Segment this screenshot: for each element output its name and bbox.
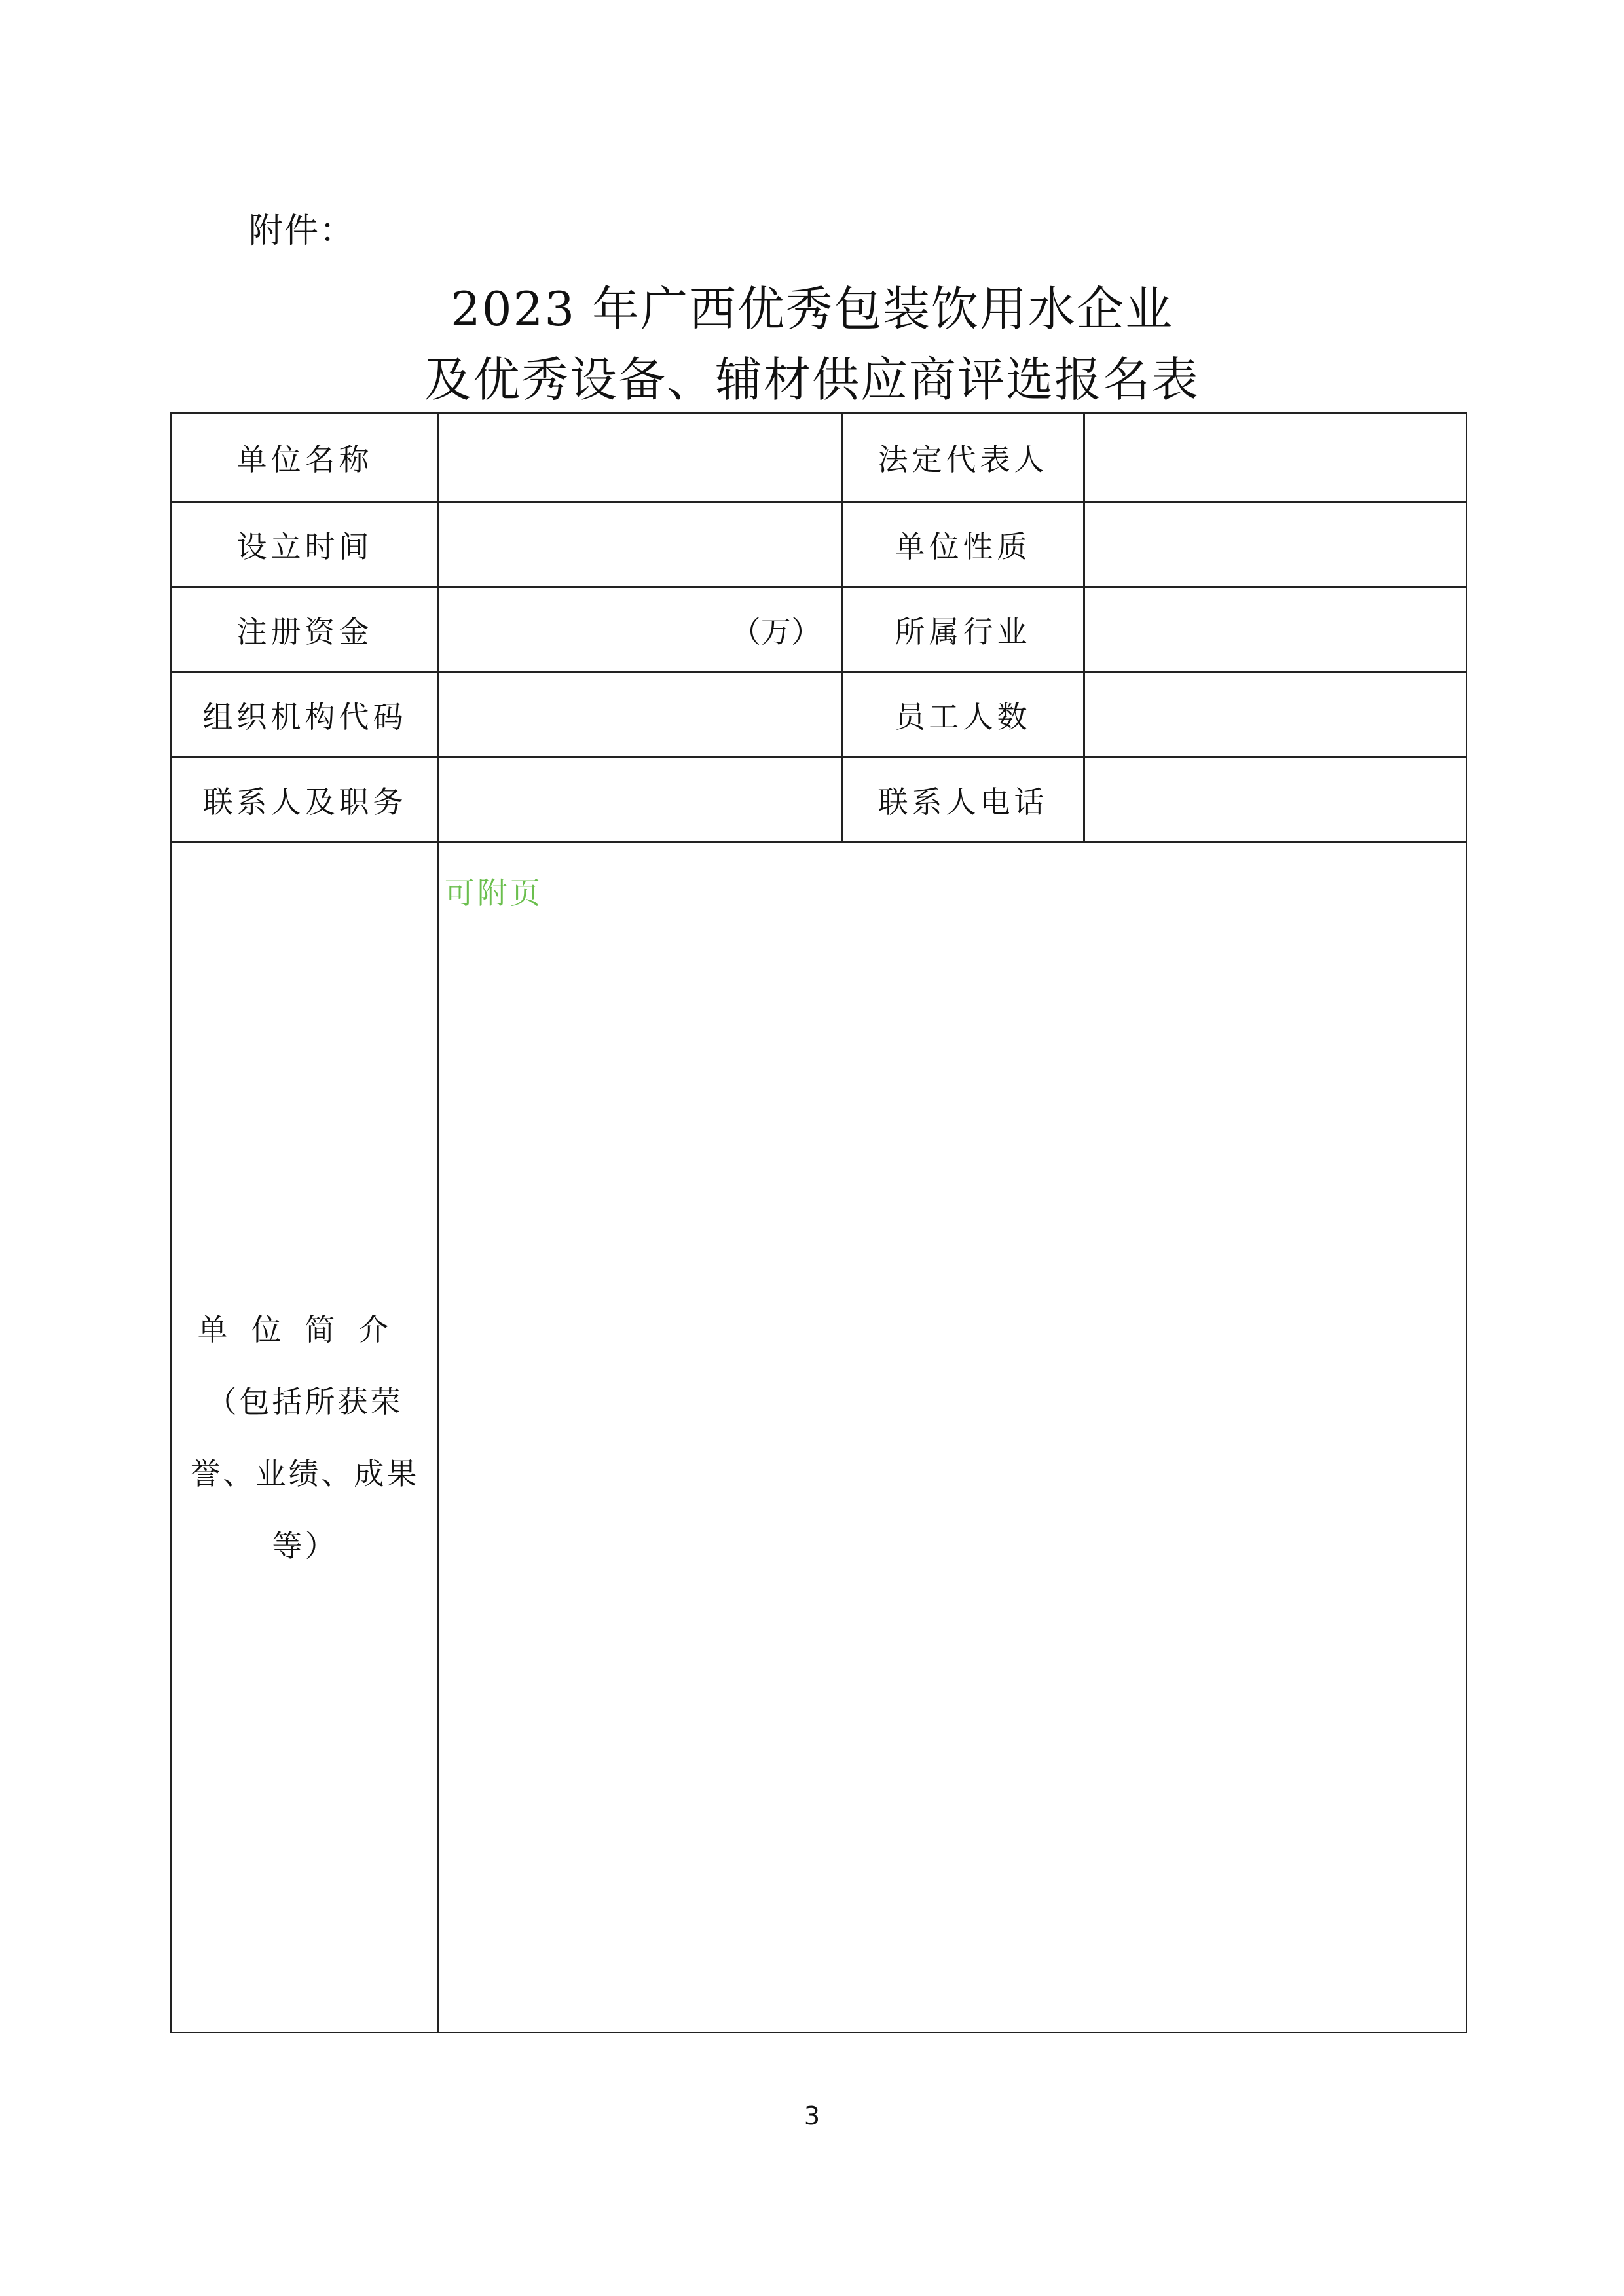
label-contact-person: 联系人及职务 <box>172 757 439 843</box>
label-registered-capital: 注册资金 <box>172 587 439 672</box>
label-legal-representative: 法定代表人 <box>842 414 1084 502</box>
attach-pages-hint: 可附页 <box>445 875 543 911</box>
form-row-capital <box>172 587 1467 672</box>
label-unit-nature: 单位性质 <box>842 502 1084 587</box>
page-number: 3 <box>803 2102 821 2130</box>
label-org-code: 组织机构代码 <box>172 672 439 757</box>
field-employee-count[interactable] <box>1084 672 1467 757</box>
form-row-unit-name <box>172 414 1467 502</box>
field-unit-introduction[interactable] <box>439 843 1467 2033</box>
form-row-org-code <box>172 672 1467 757</box>
field-contact-person[interactable] <box>439 757 842 843</box>
label-unit-introduction <box>172 843 439 2033</box>
attachment-label: 附件： <box>249 211 356 251</box>
field-registered-capital[interactable]: （万） <box>439 587 842 672</box>
field-org-code[interactable] <box>439 672 842 757</box>
form-row-intro <box>172 843 1467 2033</box>
field-unit-nature[interactable] <box>1084 502 1467 587</box>
label-unit-name: 单位名称 <box>172 414 439 502</box>
field-legal-representative[interactable] <box>1084 414 1467 502</box>
field-contact-phone[interactable] <box>1084 757 1467 843</box>
intro-label-line-2: （包括所获荣 <box>206 1383 403 1419</box>
intro-label-line-3: 誉、业绩、成果 <box>190 1455 420 1491</box>
form-title-line-2: 及优秀设备、辅材供应商评选报名表 <box>424 352 1200 407</box>
intro-label-line-1: 单位简介 <box>197 1311 413 1347</box>
registration-form-table <box>170 412 1467 2033</box>
form-row-established <box>172 502 1467 587</box>
field-industry[interactable] <box>1084 587 1467 672</box>
field-unit-name[interactable] <box>439 414 842 502</box>
label-industry: 所属行业 <box>842 587 1084 672</box>
field-established-date[interactable] <box>439 502 842 587</box>
label-established-date: 设立时间 <box>172 502 439 587</box>
label-employee-count: 员工人数 <box>842 672 1084 757</box>
label-contact-phone: 联系人电话 <box>842 757 1084 843</box>
form-title-line-1: 2023 年广西优秀包装饮用水企业 <box>450 282 1174 337</box>
form-row-contact <box>172 757 1467 843</box>
intro-label-line-4: 等） <box>272 1527 338 1563</box>
